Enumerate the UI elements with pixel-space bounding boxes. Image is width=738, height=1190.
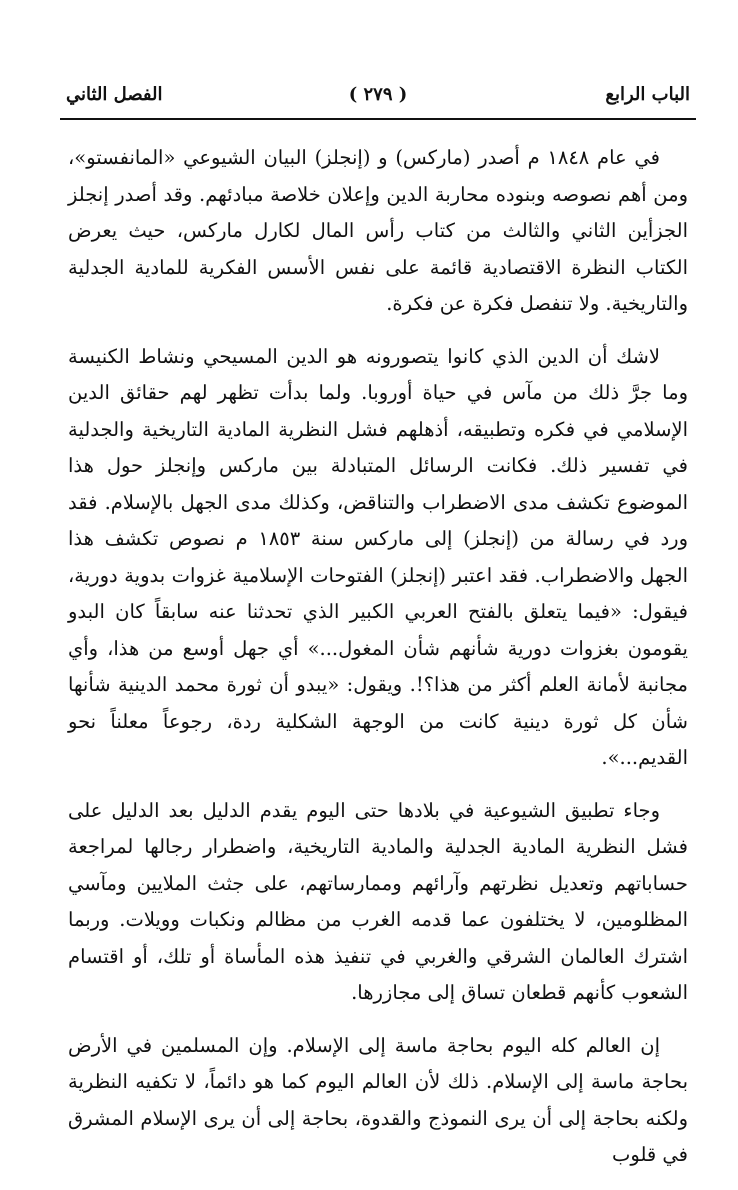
running-header	[60, 84, 696, 118]
section-title: الفصل الثاني	[66, 84, 163, 105]
paragraph: إن العالم كله اليوم بحاجة ماسة إلى الإسلام. وإن المسلمين في الأرض بحاجة ماسة إلى الإسلام. ذلك لأن العالم اليوم كما هو دائماً، لا تكفيه النظرية ولكنه بحاجة إلى أن يرى النموذج والقدوة، بحاجة إلى أن يرى الإسلام المشرق في قلوب	[68, 1033, 688, 1166]
paragraph: في عام ١٨٤٨ م أصدر (ماركس) و (إنجلز) البيان الشيوعي «المانفستو»، ومن أهم نصوصه وبنوده محاربة الدين وإعلان خلاصة مبادئهم. وقد أصدر إنجلز الجزأين الثاني والثالث من كتاب رأس المال لكارل ماركس، حيث يعرض الكتاب النظرة الاقتصادية قائمة على نفس الأسس الفكرية للمادية الجدلية والتاريخية. ولا تنفصل فكرة عن فكرة.	[68, 146, 688, 315]
header-rule	[60, 118, 696, 120]
chapter-title: الباب الرابع	[605, 84, 690, 105]
paragraph: وجاء تطبيق الشيوعية في بلادها حتى اليوم يقدم الدليل بعد الدليل على فشل النظرية المادية الجدلية والمادية التاريخية، واضطرار رجالها لمراجعة حساباتهم وتعديل نظرتهم وآرائهم وممارساتهم، على جثث الملايين ومآسي المظلومين، لا يختلفون عما قدمه الغرب من مظالم ونكبات وويلات. وربما اشترك العالمان الشرقي والغربي في تنفيذ هذه المأساة أو تلك، أو اقتسام الشعوب كأنهم قطعان تساق إلى مجازرها.	[68, 798, 688, 1004]
page-number: ( ٢٧٩ )	[348, 84, 408, 105]
paragraph: لاشك أن الدين الذي كانوا يتصورونه هو الدين المسيحي ونشاط الكنيسة وما جرَّ ذلك من مآس في حياة أوروبا. ولما بدأت تظهر لهم حقائق الدين الإسلامي في فكره وتطبيقه، أذهلهم فشل النظرية المادية التاريخية والجدلية في تفسير ذلك. فكانت الرسائل المتبادلة بين ماركس وإنجلز حول هذا الموضوع تكشف مدى الاضطراب والتناقض، وكذلك مدى الجهل بالإسلام. فقد ورد في رسالة من (إنجلز) إلى ماركس سنة ١٨٥٣ م نصوص تكشف هذا الجهل والاضطراب. فقد اعتبر (إنجلز) الفتوحات الإسلامية غزوات بدوية دورية، فيقول: «فيما يتعلق بالفتح العربي الكبير الذي تحدثنا عنه سابقاً كان البدو يقومون بغزوات دورية شأنهم شأن المغول...» أي جهل أوسع من هذا، وأي مجانبة لأمانة العلم أكثر من هذا؟!. ويقول: «يبدو أن ثورة محمد الدينية شأنها شأن كل ثورة دينية كانت من الوجهة الشكلية ردة، رجوعاً معلناً نحو القديم...».	[68, 344, 688, 769]
body-text	[68, 140, 688, 1190]
